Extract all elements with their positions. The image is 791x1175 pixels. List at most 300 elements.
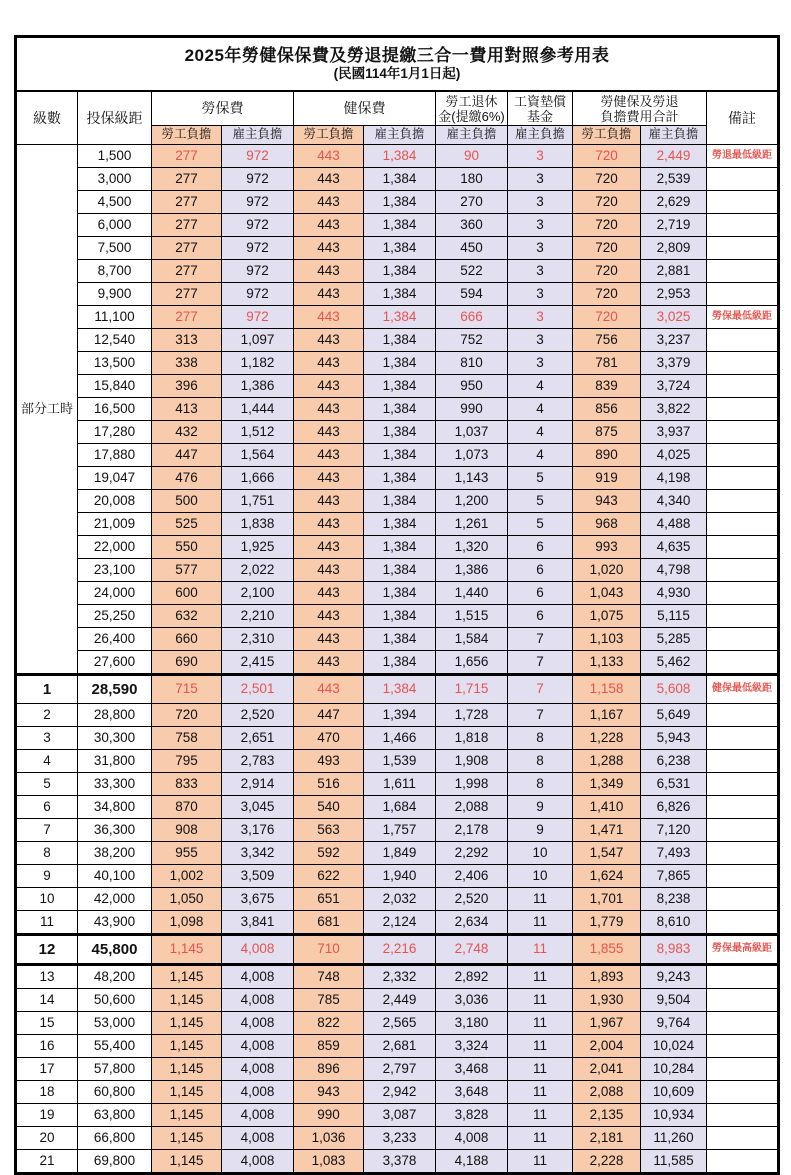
- cell-remark: [707, 888, 779, 911]
- cell-value: 2,449: [641, 145, 707, 168]
- table-row: [16, 965, 779, 989]
- cell-value: 2,892: [436, 965, 508, 989]
- cell-value: 2,310: [222, 628, 294, 651]
- premium-table: [14, 35, 780, 1175]
- cell-value: 443: [294, 559, 364, 582]
- cell-value: 1,384: [364, 398, 436, 421]
- cell-value: 1,715: [436, 675, 508, 704]
- cell-value: 720: [573, 145, 641, 168]
- cell-remark: 勞保最高級距: [707, 935, 779, 965]
- cell-value: 525: [152, 513, 222, 536]
- cell-value: 447: [294, 704, 364, 727]
- cell-bracket: 43,900: [78, 911, 152, 935]
- cell-value: 4,340: [641, 490, 707, 513]
- cell-value: 1,386: [436, 559, 508, 582]
- cell-remark: [707, 1012, 779, 1035]
- cell-value: 752: [436, 329, 508, 352]
- cell-value: 3,724: [641, 375, 707, 398]
- cell-value: 443: [294, 605, 364, 628]
- table-row: [16, 605, 779, 628]
- cell-value: 9: [508, 819, 573, 842]
- cell-remark: [707, 329, 779, 352]
- cell-value: 1,145: [152, 965, 222, 989]
- subheader-health-employee: 勞工負擔: [294, 126, 364, 145]
- cell-bracket: 63,800: [78, 1104, 152, 1127]
- table-row: [16, 559, 779, 582]
- cell-value: 11: [508, 989, 573, 1012]
- cell-bracket: 23,100: [78, 559, 152, 582]
- cell-value: 1,097: [222, 329, 294, 352]
- cell-value: 2,032: [364, 888, 436, 911]
- cell-value: 1,349: [573, 773, 641, 796]
- cell-value: 4,188: [436, 1150, 508, 1174]
- table-row: [16, 375, 779, 398]
- cell-value: 1,043: [573, 582, 641, 605]
- cell-value: 10: [508, 842, 573, 865]
- cell-value: 3,237: [641, 329, 707, 352]
- cell-value: 277: [152, 191, 222, 214]
- cell-value: 1,228: [573, 727, 641, 750]
- cell-value: 1,940: [364, 865, 436, 888]
- cell-value: 890: [573, 444, 641, 467]
- cell-value: 3,841: [222, 911, 294, 935]
- cell-bracket: 69,800: [78, 1150, 152, 1174]
- cell-value: 3: [508, 260, 573, 283]
- cell-value: 1,384: [364, 421, 436, 444]
- table-row: [16, 260, 779, 283]
- cell-value: 7,120: [641, 819, 707, 842]
- cell-value: 2,565: [364, 1012, 436, 1035]
- cell-value: 875: [573, 421, 641, 444]
- cell-value: 1,133: [573, 651, 641, 675]
- cell-level: 17: [16, 1058, 78, 1081]
- table-row: [16, 819, 779, 842]
- cell-value: 4,008: [222, 1150, 294, 1174]
- cell-bracket: 34,800: [78, 796, 152, 819]
- cell-value: 4,025: [641, 444, 707, 467]
- cell-value: 4: [508, 375, 573, 398]
- cell-value: 1,384: [364, 260, 436, 283]
- subheader-labor-employer: 雇主負擔: [222, 126, 294, 145]
- cell-value: 5: [508, 490, 573, 513]
- cell-remark: [707, 582, 779, 605]
- cell-value: 3,180: [436, 1012, 508, 1035]
- cell-value: 7,865: [641, 865, 707, 888]
- cell-value: 1,838: [222, 513, 294, 536]
- cell-remark: [707, 352, 779, 375]
- cell-bracket: 50,600: [78, 989, 152, 1012]
- cell-value: 3: [508, 283, 573, 306]
- table-row: [16, 421, 779, 444]
- table-body: [16, 145, 779, 1174]
- cell-value: 1,624: [573, 865, 641, 888]
- cell-value: 2,004: [573, 1035, 641, 1058]
- cell-bracket: 30,300: [78, 727, 152, 750]
- cell-value: 443: [294, 421, 364, 444]
- cell-value: 795: [152, 750, 222, 773]
- cell-value: 11: [508, 1081, 573, 1104]
- cell-value: 1,384: [364, 329, 436, 352]
- cell-remark: [707, 865, 779, 888]
- cell-value: 720: [573, 260, 641, 283]
- cell-value: 1,002: [152, 865, 222, 888]
- subheader-total-employee: 勞工負擔: [573, 126, 641, 145]
- cell-value: 4,008: [222, 965, 294, 989]
- cell-level: 9: [16, 865, 78, 888]
- cell-value: 516: [294, 773, 364, 796]
- cell-value: 1,849: [364, 842, 436, 865]
- cell-bracket: 26,400: [78, 628, 152, 651]
- table-row: [16, 1104, 779, 1127]
- cell-level: 21: [16, 1150, 78, 1174]
- cell-remark: [707, 1058, 779, 1081]
- cell-value: 1,145: [152, 1150, 222, 1174]
- cell-value: 1,512: [222, 421, 294, 444]
- cell-bracket: 60,800: [78, 1081, 152, 1104]
- cell-value: 758: [152, 727, 222, 750]
- cell-remark: [707, 214, 779, 237]
- cell-value: 833: [152, 773, 222, 796]
- cell-level: 7: [16, 819, 78, 842]
- cell-value: 447: [152, 444, 222, 467]
- cell-value: 1,757: [364, 819, 436, 842]
- cell-value: 2,124: [364, 911, 436, 935]
- cell-value: 443: [294, 628, 364, 651]
- cell-value: 2,797: [364, 1058, 436, 1081]
- cell-value: 3: [508, 214, 573, 237]
- cell-value: 972: [222, 260, 294, 283]
- cell-value: 4: [508, 398, 573, 421]
- cell-value: 1,145: [152, 1058, 222, 1081]
- cell-value: 839: [573, 375, 641, 398]
- cell-value: 4: [508, 444, 573, 467]
- cell-value: 2,539: [641, 168, 707, 191]
- cell-value: 990: [294, 1104, 364, 1127]
- cell-bracket: 38,200: [78, 842, 152, 865]
- cell-value: 3,025: [641, 306, 707, 329]
- table-row: [16, 935, 779, 965]
- table-row: [16, 237, 779, 260]
- cell-value: 1,384: [364, 306, 436, 329]
- cell-bracket: 53,000: [78, 1012, 152, 1035]
- cell-value: 1,930: [573, 989, 641, 1012]
- cell-value: 3: [508, 352, 573, 375]
- cell-bracket: 4,500: [78, 191, 152, 214]
- cell-value: 1,547: [573, 842, 641, 865]
- subheader-pension-employer: 雇主負擔: [436, 126, 508, 145]
- cell-value: 10,609: [641, 1081, 707, 1104]
- cell-value: 1,384: [364, 444, 436, 467]
- cell-level: 15: [16, 1012, 78, 1035]
- cell-value: 443: [294, 191, 364, 214]
- cell-value: 1,083: [294, 1150, 364, 1174]
- cell-value: 972: [222, 306, 294, 329]
- table-row: [16, 283, 779, 306]
- cell-value: 1,440: [436, 582, 508, 605]
- cell-value: 2,178: [436, 819, 508, 842]
- cell-value: 5,462: [641, 651, 707, 675]
- cell-value: 1,701: [573, 888, 641, 911]
- cell-value: 592: [294, 842, 364, 865]
- cell-value: 1,182: [222, 352, 294, 375]
- cell-value: 1,466: [364, 727, 436, 750]
- cell-remark: [707, 536, 779, 559]
- cell-value: 1,145: [152, 989, 222, 1012]
- table-row: [16, 582, 779, 605]
- header-group-row: [16, 91, 779, 126]
- cell-remark: [707, 1081, 779, 1104]
- cell-value: 11: [508, 911, 573, 935]
- cell-value: 450: [436, 237, 508, 260]
- cell-value: 3: [508, 168, 573, 191]
- cell-value: 5,115: [641, 605, 707, 628]
- cell-value: 1,158: [573, 675, 641, 704]
- cell-bracket: 3,000: [78, 168, 152, 191]
- table-row: [16, 444, 779, 467]
- table-row: [16, 398, 779, 421]
- cell-value: 443: [294, 145, 364, 168]
- cell-bracket: 7,500: [78, 237, 152, 260]
- cell-value: 1,384: [364, 145, 436, 168]
- cell-value: 2,041: [573, 1058, 641, 1081]
- cell-remark: [707, 989, 779, 1012]
- cell-value: 3,937: [641, 421, 707, 444]
- cell-value: 1,384: [364, 237, 436, 260]
- cell-value: 8,983: [641, 935, 707, 965]
- cell-level: 2: [16, 704, 78, 727]
- cell-value: 1,684: [364, 796, 436, 819]
- cell-value: 943: [294, 1081, 364, 1104]
- cell-value: 1,384: [364, 513, 436, 536]
- subheader-total-employer: 雇主負擔: [641, 126, 707, 145]
- cell-value: 11: [508, 1104, 573, 1127]
- cell-value: 3: [508, 329, 573, 352]
- cell-value: 277: [152, 306, 222, 329]
- cell-value: 443: [294, 375, 364, 398]
- cell-value: 690: [152, 651, 222, 675]
- cell-value: 1,145: [152, 935, 222, 965]
- cell-value: 1,666: [222, 467, 294, 490]
- cell-remark: [707, 283, 779, 306]
- subheader-fund-employer: 雇主負擔: [508, 126, 573, 145]
- cell-value: 1,384: [364, 191, 436, 214]
- cell-value: 3,828: [436, 1104, 508, 1127]
- cell-value: 1,103: [573, 628, 641, 651]
- cell-value: 8,238: [641, 888, 707, 911]
- table-row: [16, 1127, 779, 1150]
- cell-value: 443: [294, 329, 364, 352]
- header-wage-fund: 工資墊償 基金: [508, 91, 573, 126]
- cell-value: 4,008: [436, 1127, 508, 1150]
- cell-level: 19: [16, 1104, 78, 1127]
- cell-value: 1,036: [294, 1127, 364, 1150]
- cell-value: 443: [294, 283, 364, 306]
- header-pension: 勞工退休 金(提繳6%): [436, 91, 508, 126]
- cell-value: 7,493: [641, 842, 707, 865]
- cell-value: 5,608: [641, 675, 707, 704]
- cell-value: 180: [436, 168, 508, 191]
- cell-value: 443: [294, 675, 364, 704]
- cell-value: 10: [508, 865, 573, 888]
- header-labor-insurance: 勞保費: [152, 91, 294, 126]
- cell-level: 16: [16, 1035, 78, 1058]
- cell-value: 6,531: [641, 773, 707, 796]
- table-row: [16, 865, 779, 888]
- table-row: [16, 191, 779, 214]
- cell-value: 1,855: [573, 935, 641, 965]
- cell-value: 1,167: [573, 704, 641, 727]
- cell-value: 7: [508, 651, 573, 675]
- cell-value: 632: [152, 605, 222, 628]
- table-row: [16, 651, 779, 675]
- cell-value: 972: [222, 214, 294, 237]
- cell-bracket: 57,800: [78, 1058, 152, 1081]
- cell-value: 6,826: [641, 796, 707, 819]
- cell-value: 1,075: [573, 605, 641, 628]
- cell-remark: [707, 773, 779, 796]
- cell-value: 1,779: [573, 911, 641, 935]
- part-time-merged-cell: 部分工時: [16, 145, 78, 675]
- cell-value: 1,384: [364, 675, 436, 704]
- cell-value: 11: [508, 965, 573, 989]
- cell-value: 443: [294, 536, 364, 559]
- page-subtitle: (民國114年1月1日起): [333, 65, 461, 81]
- cell-value: 11: [508, 1127, 573, 1150]
- cell-value: 990: [436, 398, 508, 421]
- cell-value: 1,384: [364, 490, 436, 513]
- cell-value: 810: [436, 352, 508, 375]
- cell-value: 651: [294, 888, 364, 911]
- cell-value: 3,087: [364, 1104, 436, 1127]
- cell-value: 11: [508, 1150, 573, 1174]
- cell-value: 3,648: [436, 1081, 508, 1104]
- cell-value: 443: [294, 214, 364, 237]
- cell-value: 1,925: [222, 536, 294, 559]
- cell-value: 715: [152, 675, 222, 704]
- cell-value: 277: [152, 214, 222, 237]
- cell-value: 2,520: [222, 704, 294, 727]
- cell-value: 2,809: [641, 237, 707, 260]
- cell-value: 919: [573, 467, 641, 490]
- cell-value: 666: [436, 306, 508, 329]
- cell-value: 4,008: [222, 1081, 294, 1104]
- cell-remark: [707, 168, 779, 191]
- cell-bracket: 45,800: [78, 935, 152, 965]
- cell-value: 4,008: [222, 1127, 294, 1150]
- cell-bracket: 66,800: [78, 1127, 152, 1150]
- cell-value: 2,914: [222, 773, 294, 796]
- cell-value: 1,145: [152, 1081, 222, 1104]
- table-row: [16, 675, 779, 704]
- cell-value: 4,635: [641, 536, 707, 559]
- cell-value: 500: [152, 490, 222, 513]
- cell-value: 10,284: [641, 1058, 707, 1081]
- cell-remark: [707, 1127, 779, 1150]
- cell-bracket: 19,047: [78, 467, 152, 490]
- cell-value: 270: [436, 191, 508, 214]
- cell-remark: [707, 628, 779, 651]
- cell-value: 3,379: [641, 352, 707, 375]
- cell-value: 1,145: [152, 1012, 222, 1035]
- cell-value: 748: [294, 965, 364, 989]
- cell-value: 4,008: [222, 1104, 294, 1127]
- table-row: [16, 490, 779, 513]
- cell-value: 5,649: [641, 704, 707, 727]
- cell-value: 950: [436, 375, 508, 398]
- cell-value: 1,728: [436, 704, 508, 727]
- cell-remark: 勞退最低級距: [707, 145, 779, 168]
- cell-value: 1,145: [152, 1104, 222, 1127]
- cell-value: 338: [152, 352, 222, 375]
- cell-value: 277: [152, 145, 222, 168]
- cell-bracket: 28,590: [78, 675, 152, 704]
- cell-value: 3,342: [222, 842, 294, 865]
- cell-value: 955: [152, 842, 222, 865]
- cell-value: 2,292: [436, 842, 508, 865]
- cell-value: 2,719: [641, 214, 707, 237]
- cell-value: 6: [508, 605, 573, 628]
- cell-value: 443: [294, 444, 364, 467]
- table-row: [16, 1081, 779, 1104]
- cell-value: 720: [573, 191, 641, 214]
- cell-value: 859: [294, 1035, 364, 1058]
- cell-value: 3,468: [436, 1058, 508, 1081]
- cell-remark: [707, 421, 779, 444]
- cell-value: 443: [294, 513, 364, 536]
- cell-value: 1,584: [436, 628, 508, 651]
- cell-value: 2,135: [573, 1104, 641, 1127]
- cell-value: 4,008: [222, 935, 294, 965]
- cell-bracket: 22,000: [78, 536, 152, 559]
- table-row: [16, 888, 779, 911]
- cell-value: 1,384: [364, 168, 436, 191]
- cell-value: 1,539: [364, 750, 436, 773]
- cell-value: 720: [573, 214, 641, 237]
- cell-value: 3,324: [436, 1035, 508, 1058]
- cell-value: 1,611: [364, 773, 436, 796]
- cell-value: 1,145: [152, 1035, 222, 1058]
- cell-value: 4,198: [641, 467, 707, 490]
- cell-remark: [707, 444, 779, 467]
- cell-value: 7: [508, 675, 573, 704]
- cell-value: 1,751: [222, 490, 294, 513]
- cell-value: 3,176: [222, 819, 294, 842]
- cell-value: 908: [152, 819, 222, 842]
- cell-value: 1,384: [364, 582, 436, 605]
- cell-value: 896: [294, 1058, 364, 1081]
- cell-bracket: 36,300: [78, 819, 152, 842]
- cell-value: 90: [436, 145, 508, 168]
- cell-value: 6: [508, 582, 573, 605]
- cell-value: 1,998: [436, 773, 508, 796]
- cell-level: 14: [16, 989, 78, 1012]
- cell-remark: [707, 965, 779, 989]
- table-row: [16, 989, 779, 1012]
- cell-remark: [707, 911, 779, 935]
- cell-value: 1,200: [436, 490, 508, 513]
- cell-value: 8: [508, 727, 573, 750]
- cell-value: 3: [508, 145, 573, 168]
- cell-value: 1,384: [364, 283, 436, 306]
- cell-value: 7: [508, 628, 573, 651]
- cell-value: 1,394: [364, 704, 436, 727]
- cell-remark: [707, 467, 779, 490]
- cell-remark: [707, 842, 779, 865]
- cell-remark: [707, 727, 779, 750]
- cell-value: 432: [152, 421, 222, 444]
- cell-value: 4,488: [641, 513, 707, 536]
- cell-value: 6: [508, 559, 573, 582]
